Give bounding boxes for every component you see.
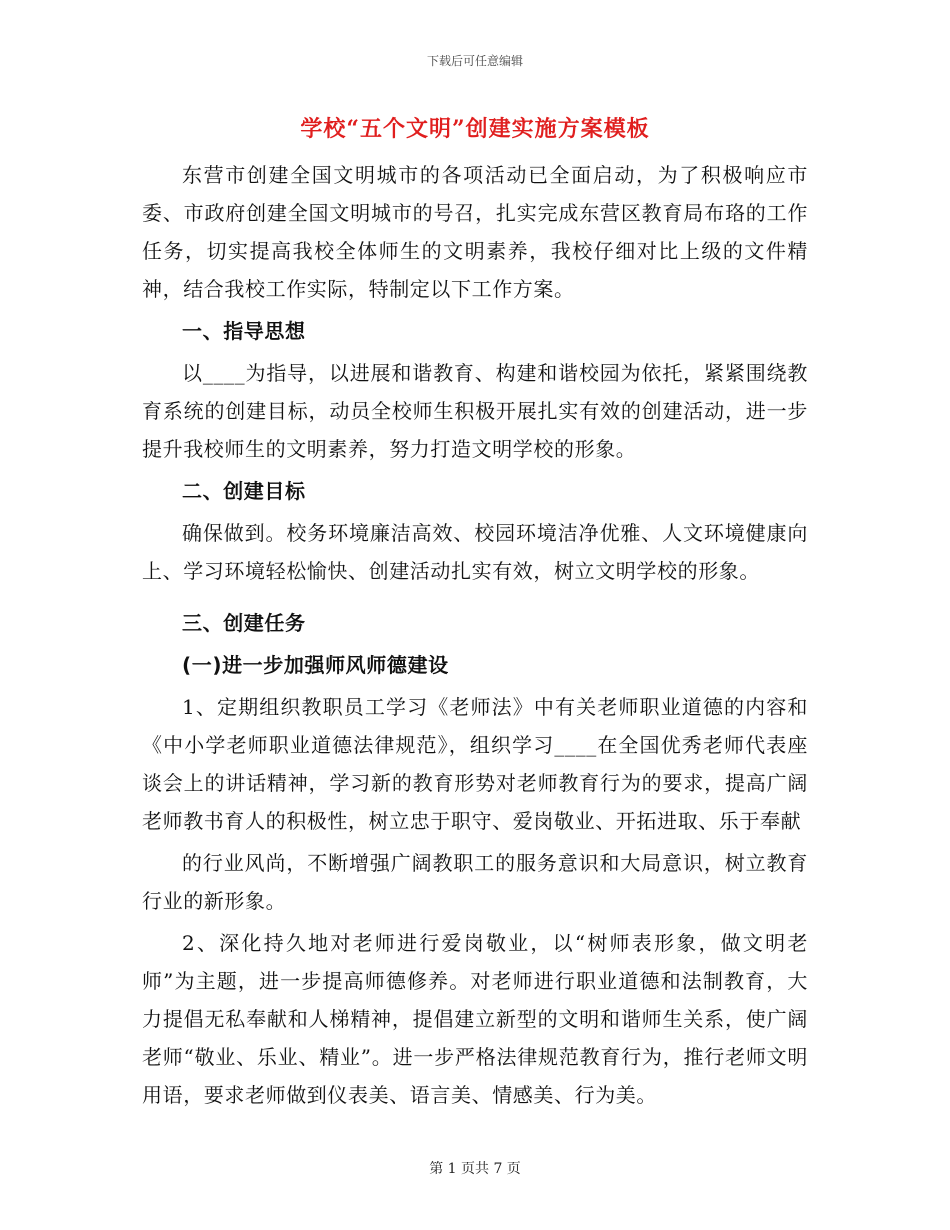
task-paragraph-2: 2、深化持久地对老师进行爱岗敬业，以“树师表形象，做文明老师”为主题，进一步提高师德修养。对老师进行职业道德和法制教育，大力提倡无私奉献和人梯精神，提倡建立新型的文明和谐师生关系，使广阔老师“敬业、乐业、精业”。进一步严格法律规范教育行为，推行老师文明用语，要求老师做到仪表美、语言美、情感美、行为美。 [142,931,808,1107]
page-number: 第 1 页共 7 页 [429,1161,521,1177]
subsection-heading-teacher-ethics: (一)进一步加强师风师德建设 [182,653,449,677]
guiding-ideology-paragraph: 以____为指导，以进展和谐教育、构建和谐校园为依托，紧紧围绕教育系统的创建目标，动员全校师生积极开展扎实有效的创建活动，进一步提升我校师生的文明素养，努力打造文明学校的形象。 [142,361,808,461]
page-header-note: 下载后可任意编辑 [426,54,523,68]
goals-paragraph: 确保做到。校务环境廉洁高效、校园环境洁净优雅、人文环境健康向上、学习环境轻松愉快、创建活动扎实有效，树立文明学校的形象。 [142,521,808,583]
section-heading-tasks: 三、创建任务 [182,611,306,635]
section-heading-guiding-ideology: 一、指导思想 [182,319,306,343]
intro-paragraph: 东营市创建全国文明城市的各项活动已全面启动，为了积极响应市委、市政府创建全国文明城市的号召，扎实完成东营区教育局布珞的工作任务，切实提高我校全体师生的文明素养，我校仔细对比上级的文件精神，结合我校工作实际，特制定以下工作方案。 [142,163,808,301]
document-title: 学校“五个文明”创建实施方案模板 [300,116,650,142]
document-body [142,156,808,1118]
task-paragraph-1-continued: 的行业风尚，不断增强广阔教职工的服务意识和大局意识，树立教育行业的新形象。 [142,851,808,913]
task-paragraph-1: 1、定期组织教职员工学习《老师法》中有关老师职业道德的内容和《中小学老师职业道德法律规范》，组织学习____在全国优秀老师代表座谈会上的讲话精神，学习新的教育形势对老师教育行为的要求，提高广阔老师教书育人的积极性，树立忠于职守、爱岗敬业、开拓进取、乐于奉献 [142,695,808,833]
section-heading-goals: 二、创建目标 [182,479,306,503]
